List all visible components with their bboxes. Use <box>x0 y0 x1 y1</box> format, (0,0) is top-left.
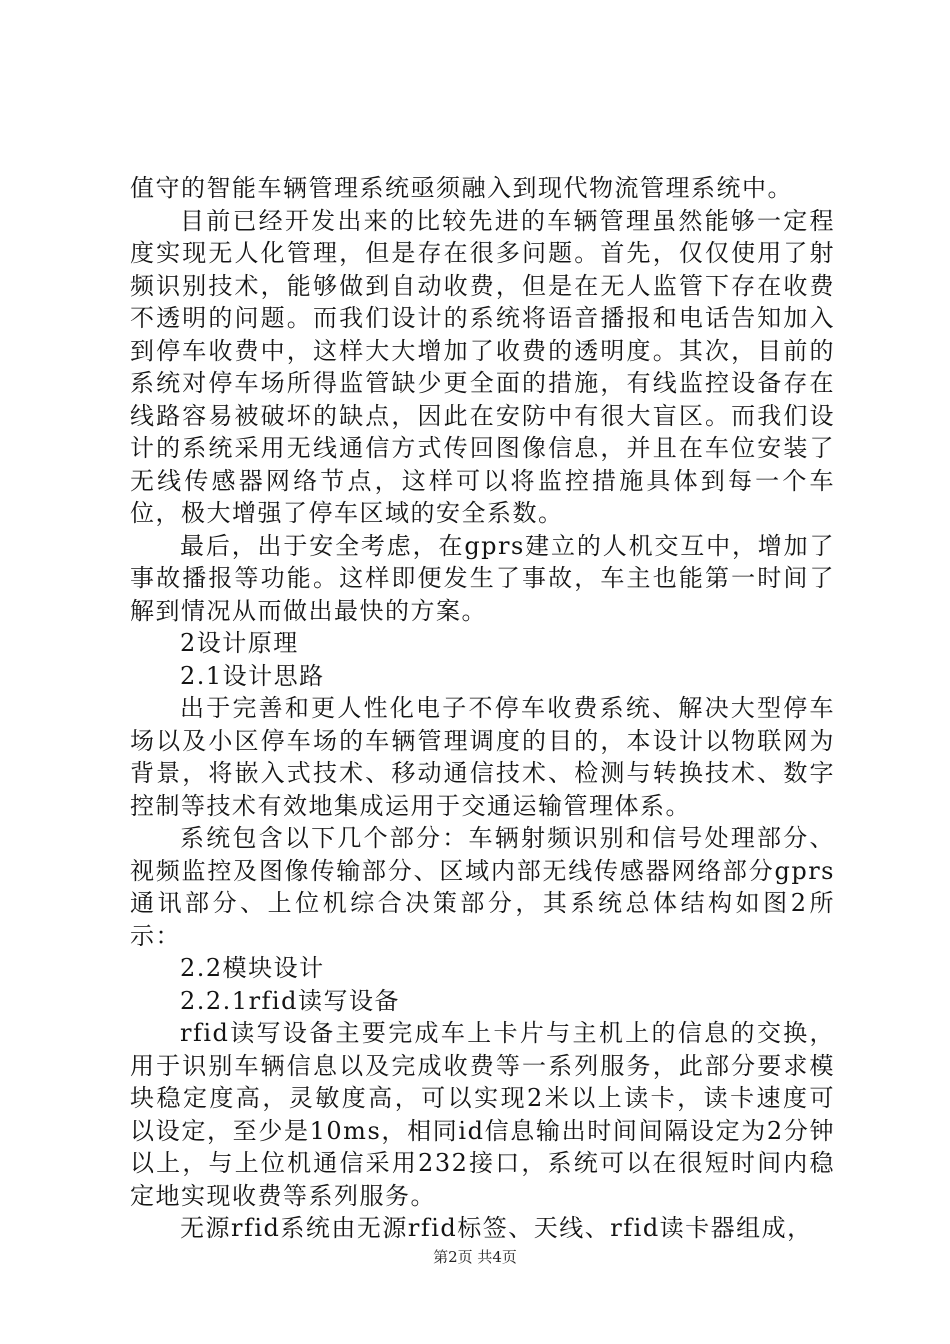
paragraph-design-idea: 出于完善和更人性化电子不停车收费系统、解决大型停车场以及小区停车场的车辆管理调度的目的，本设计以物联网为背景，将嵌入式技术、移动通信技术、检测与转换技术、数字控制等技术有效地集成运用于交通运输管理体系。 <box>130 694 835 820</box>
paragraph-rfid-device: rfid读写设备主要完成车上卡片与主机上的信息的交换，用于识别车辆信息以及完成收费等一系列服务，此部分要求模块稳定度高，灵敏度高，可以实现2米以上读卡，读卡速度可以设定，至少是10ms，相同id信息输出时间间隔设定为2分钟以上，与上位机通信采用232接口，系统可以在很短时间内稳定地实现收费等系列服务。 <box>130 1019 835 1210</box>
paragraph-current-systems: 目前已经开发出来的比较先进的车辆管理虽然能够一定程度实现无人化管理，但是存在很多问题。首先，仅仅使用了射频识别技术，能够做到自动收费，但是在无人监管下存在收费不透明的问题。而我们设计的系统将语音播报和电话告知加入到停车收费中，这样大大增加了收费的透明度。其次，目前的系统对停车场所得监管缺少更全面的措施，有线监控设备存在线路容易被破坏的缺点，因此在安防中有很大盲区。而我们设计的系统采用无线通信方式传回图像信息，并且在车位安装了无线传感器网络节点，这样可以将监控措施具体到每一个车位，极大增强了停车区域的安全系数。 <box>130 206 835 527</box>
subsection-heading-module-design: 2.2模块设计 <box>180 954 325 982</box>
page-number-footer: 第2页 共4页 <box>433 1248 517 1266</box>
section-heading-design-principle: 2设计原理 <box>180 629 299 657</box>
subsection-heading-rfid-device: 2.2.1rfid读写设备 <box>180 986 400 1015</box>
paragraph-continued: 值守的智能车辆管理系统亟须融入到现代物流管理系统中。 <box>130 174 793 202</box>
paragraph-safety: 最后，出于安全考虑，在gprs建立的人机交互中，增加了事故播报等功能。这样即便发生了事故，车主也能第一时间了解到情况从而做出最快的方案。 <box>130 531 835 625</box>
subsection-heading-design-idea: 2.1设计思路 <box>180 661 325 690</box>
document-body <box>130 172 835 1245</box>
paragraph-passive-rfid: 无源rfid系统由无源rfid标签、天线、rfid读卡器组成， <box>180 1214 813 1242</box>
paragraph-system-parts: 系统包含以下几个部分：车辆射频识别和信号处理部分、视频监控及图像传输部分、区域内部无线传感器网络部分gprs通讯部分、上位机综合决策部分，其系统总体结构如图2所示： <box>130 824 835 950</box>
